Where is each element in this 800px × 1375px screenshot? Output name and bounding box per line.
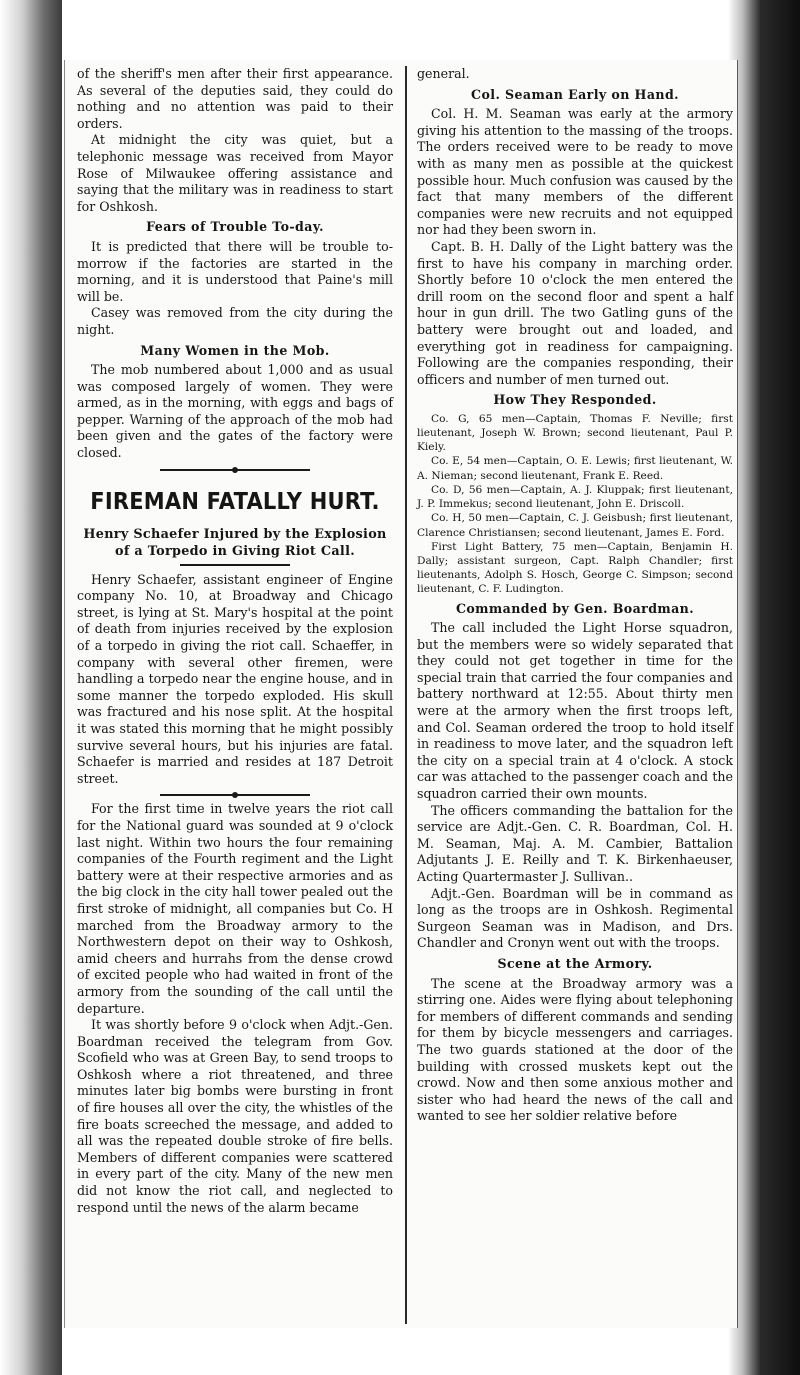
paragraph: Col. H. M. Seaman was early at the armory giving his attention to the massing of the troops. The orders received were to be ready to move with as many men as possible at the quickest possible hour. Much confusion was caused by the fact that many members of the different companies were new recruits and not equipped nor had they been sworn in. — [417, 106, 733, 238]
article-deck: Henry Schaefer Injured by the Explosion of a Torpedo in Giving Riot Call. — [83, 526, 387, 559]
right-column — [417, 66, 733, 1125]
subhead-commanded-by-boardman: Commanded by Gen. Boardman. — [455, 600, 695, 616]
roster-entry: Co. D, 56 men—Captain, A. J. Kluppak; first lieutenant, J. P. Immekus; second lieutenant, John E. Driscoll. — [417, 483, 733, 511]
section-divider — [160, 791, 310, 799]
paragraph: general. — [417, 66, 470, 81]
deck-rule — [180, 564, 290, 566]
paragraph: Casey was removed from the city during the night. — [77, 305, 393, 337]
paragraph: Adjt.-Gen. Boardman will be in command as long as the troops are in Oshkosh. Regimental Surgeon Seaman was in Madison, and Drs. Chandler and Cronyn went out with the troops. — [417, 885, 733, 951]
newspaper-clipping — [64, 60, 737, 1328]
subhead-fears-of-trouble: Fears of Trouble To-day. — [146, 219, 324, 235]
paragraph: The scene at the Broadway armory was a stirring one. Aides were flying about telephoning for members of different commands and sending for them by bicycle messengers and carriages. The two guards stationed at the door of the building with crossed muskets kept out the crowd. Now and then some anxious mother and sister who had heard the news of the call and wanted to see her soldier relative before — [417, 975, 733, 1124]
company-roster — [417, 412, 733, 597]
scan-right-shadow — [728, 0, 800, 1375]
paragraph: The call included the Light Horse squadron, but the members were so widely separated that they could not get together in time for the special train that carried the four companies and battery northward at 12:55. About thirty men were at the armory when the first troops left, and Col. Seaman ordered the troop to hold itself in readiness to move later, and the squadron left the city on a special train at 4 o'clock. A stock car was attached to the passenger coach and the squadron carried their own mounts. — [417, 620, 733, 802]
paragraph: At midnight the city was quiet, but a telephonic message was received from Mayor Rose of Milwaukee offering assistance and saying that the military was in readiness to start for Oshkosh. — [77, 132, 393, 214]
roster-entry: Co. H, 50 men—Captain, C. J. Geisbush; first lieutenant, Clarence Christiansen; second lieutenant, James E. Ford. — [417, 512, 733, 539]
subhead-col-seaman: Col. Seaman Early on Hand. — [471, 86, 679, 102]
paragraph: For the first time in twelve years the riot call for the National guard was sounded at 9 o'clock last night. Within two hours the four remaining companies of the Fourth regiment and the Light battery were at their respective armories and as the big clock in the city hall tower pealed out the first stroke of midnight, all companies but Co. H marched from the Broadway armory to the Northwestern depot on their way to Oshkosh, amid cheers and hurrahs from the dense crowd of excited people who had waited in front of the armory from the sounding of the call until the departure. — [77, 801, 393, 1016]
column-rule — [405, 66, 407, 1324]
paragraph: of the sheriff's men after their first appearance. As several of the deputies said, they could do nothing and no attention was paid to their orders. — [77, 66, 393, 131]
subhead-many-women: Many Women in the Mob. — [140, 342, 330, 358]
roster-entry: Co. E, 54 men—Captain, O. E. Lewis; first lieutenant, W. A. Nieman; second lieutenant, Frank E. Reed. — [417, 455, 733, 482]
paragraph: The mob numbered about 1,000 and as usual was composed largely of women. They were armed, as in the morning, with eggs and bags of pepper. Warning of the approach of the mob had been given and the gates of the factory were closed. — [77, 362, 393, 461]
section-divider — [160, 466, 310, 474]
roster-entry: Co. G, 65 men—Captain, Thomas F. Neville; first lieutenant, Joseph W. Brown; second lieutenant, Paul P. Kiely. — [417, 412, 733, 454]
paragraph: It was shortly before 9 o'clock when Adjt.-Gen. Boardman received the telegram from Gov. Scofield who was at Green Bay, to send troops to Oshkosh where a riot threatened, and three minutes later big bombs were bursting in front of fire houses all over the city, the whistles of the fire boats screeched the message, and added to all was the repeated double stroke of fire bells. Members of different companies were scattered in every part of the city. Many of the new men did not know the riot call, and neglected to respond until the news of the alarm became — [77, 1017, 393, 1215]
scan-left-shadow — [0, 0, 62, 1375]
paragraph: Henry Schaefer, assistant engineer of Engine company No. 10, at Broadway and Chicago street, is lying at St. Mary's hospital at the point of death from injuries received by the explosion of a torpedo in giving the riot call. Schaeffer, in company with several other firemen, were handling a torpedo near the engine house, and in some manner the torpedo exploded. His skull was fractured and his nose split. At the hospital it was stated this morning that he might possibly survive several hours, but his injuries are fatal. Schaefer is married and resides at 187 Detroit street. — [77, 571, 393, 786]
subhead-how-they-responded: How They Responded. — [493, 392, 657, 408]
left-column — [77, 66, 393, 1216]
paragraph: The officers commanding the battalion for the service are Adjt.-Gen. C. R. Boardman, Col. H. M. Seaman, Maj. A. M. Cambier, Battalion Adjutants J. E. Reilly and T. K. Birkenhaeuser, Acting Quartermaster J. Sullivan.. — [417, 802, 733, 885]
paragraph: It is predicted that there will be trouble to-morrow if the factories are started in the morning, and it is understood that Paine's mill will be. — [77, 238, 393, 304]
paragraph: Capt. B. H. Dally of the Light battery was the first to have his company in marching order. Shortly before 10 o'clock the men entered the drill room on the second floor and spent a half hour in gun drill. The two Gatling guns of the battery were brought out and loaded, and everything got in readiness for campaigning. Following are the companies responding, their officers and number of men turned out. — [417, 238, 733, 387]
article-headline: FIREMAN FATALLY HURT. — [90, 487, 380, 515]
subhead-scene-at-armory: Scene at the Armory. — [497, 955, 653, 971]
roster-entry: First Light Battery, 75 men—Captain, Benjamin H. Dally; assistant surgeon, Capt. Ralph Chandler; first lieutenants, Adolph S. Hosch, George C. Simpson; second lieutenant, C. F. Ludington. — [417, 540, 733, 596]
